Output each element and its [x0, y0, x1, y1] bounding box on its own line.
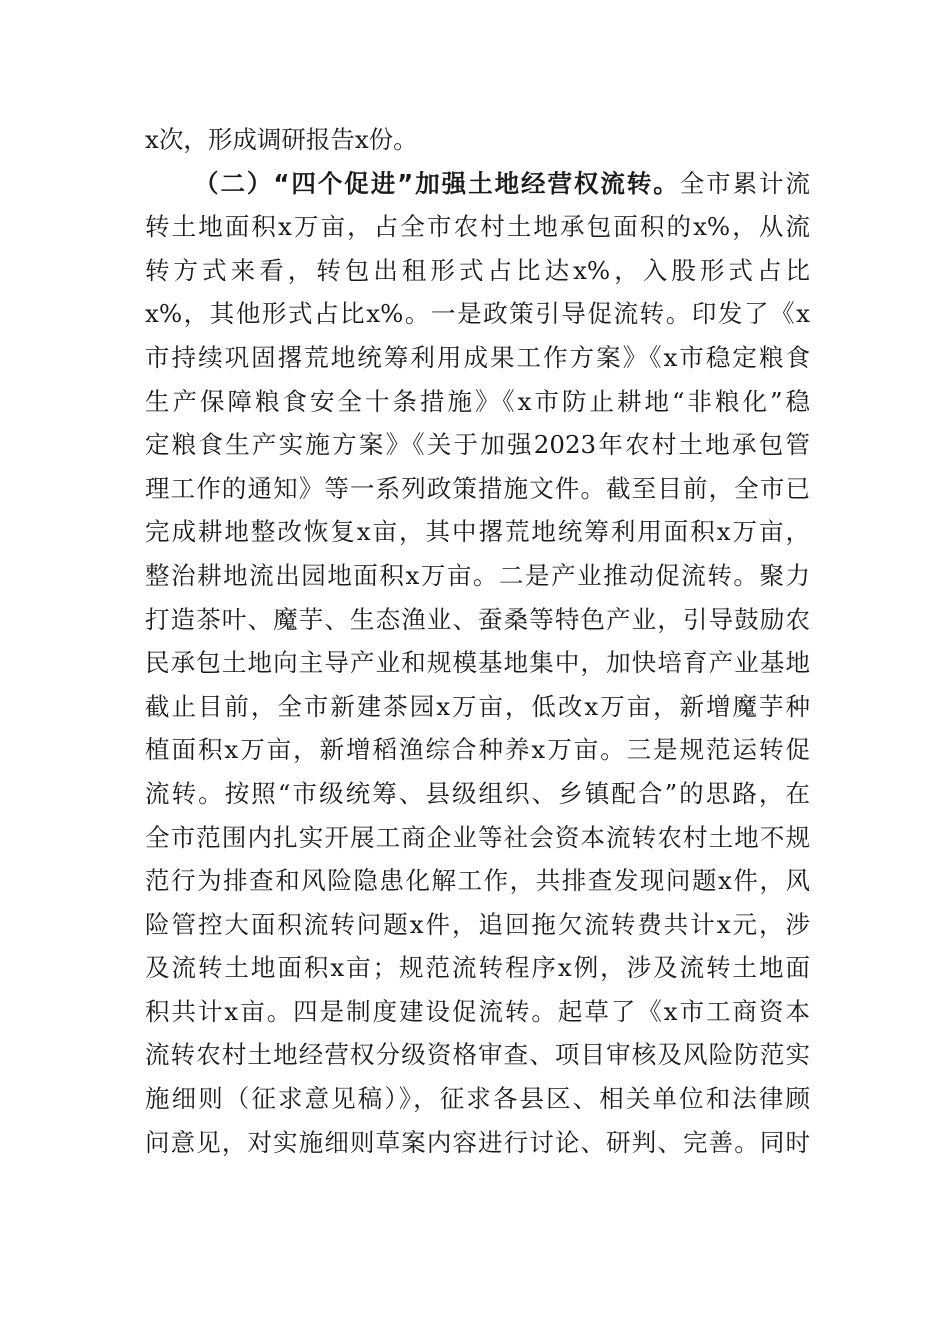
paragraph-line: 施细则（征求意见稿）》，征求各县区、相关单位和法律顾 — [145, 1084, 810, 1114]
paragraph-line: 截止目前，全市新建茶园x万亩，低改x万亩，新增魔芋种 — [145, 691, 810, 721]
section-heading-line — [145, 162, 810, 206]
paragraph-line: 整治耕地流出园地面积x万亩。二是产业推动促流转。聚力 — [145, 560, 810, 590]
paragraph-line: 积共计x亩。四是制度建设促流转。起草了《x市工商资本 — [145, 996, 810, 1026]
paragraph-line: 打造茶叶、魔芋、生态渔业、蚕桑等特色产业，引导鼓励农 — [145, 604, 810, 634]
body-text — [145, 118, 810, 1164]
paragraph-line: 险管控大面积流转问题x件，追回拖欠流转费共计x元，涉 — [145, 909, 810, 939]
paragraph-line: 流转。按照“市级统筹、县级组织、乡镇配合”的思路，在 — [145, 778, 810, 808]
paragraph-tail-line: x次，形成调研报告x份。 — [145, 125, 418, 154]
paragraph-line: 转方式来看，转包出租形式占比达x%，入股形式占比 — [145, 255, 810, 285]
section-heading: （二）“四个促进”加强土地经营权流转。 — [194, 168, 680, 198]
paragraph-line: 问意见，对实施细则草案内容进行讨论、研判、完善。同时 — [145, 1127, 810, 1157]
paragraph-line: 民承包土地向主导产业和规模基地集中，加快培育产业基地 — [145, 648, 810, 678]
paragraph-line: 理工作的通知》等一系列政策措施文件。截至目前，全市已 — [145, 473, 810, 503]
paragraph-line: 生产保障粮食安全十条措施》《x市防止耕地“非粮化”稳 — [145, 386, 810, 416]
paragraph-line: 转土地面积x万亩，占全市农村土地承包面积的x%，从流 — [145, 212, 810, 242]
paragraph-line: 市持续巩固撂荒地统筹利用成果工作方案》《x市稳定粮食 — [145, 342, 810, 372]
paragraph-line: 全市累计流 — [679, 168, 811, 198]
paragraph-line: 全市范围内扎实开展工商企业等社会资本流转农村土地不规 — [145, 822, 810, 852]
paragraph-line: 范行为排查和风险隐患化解工作，共排查发现问题x件，风 — [145, 866, 810, 896]
paragraph-line: 及流转土地面积x亩；规范流转程序x例，涉及流转土地面 — [145, 953, 810, 983]
paragraph-line: 定粮食生产实施方案》《关于加强2023年农村土地承包管 — [145, 430, 810, 460]
paragraph-line: 流转农村土地经营权分级资格审查、项目审核及风险防范实 — [145, 1040, 810, 1070]
paragraph-line: x%，其他形式占比x%。一是政策引导促流转。印发了《x — [145, 299, 810, 329]
paragraph-line: 完成耕地整改恢复x亩，其中撂荒地统筹利用面积x万亩， — [145, 517, 810, 547]
paragraph-line: 植面积x万亩，新增稻渔综合种养x万亩。三是规范运转促 — [145, 735, 810, 765]
